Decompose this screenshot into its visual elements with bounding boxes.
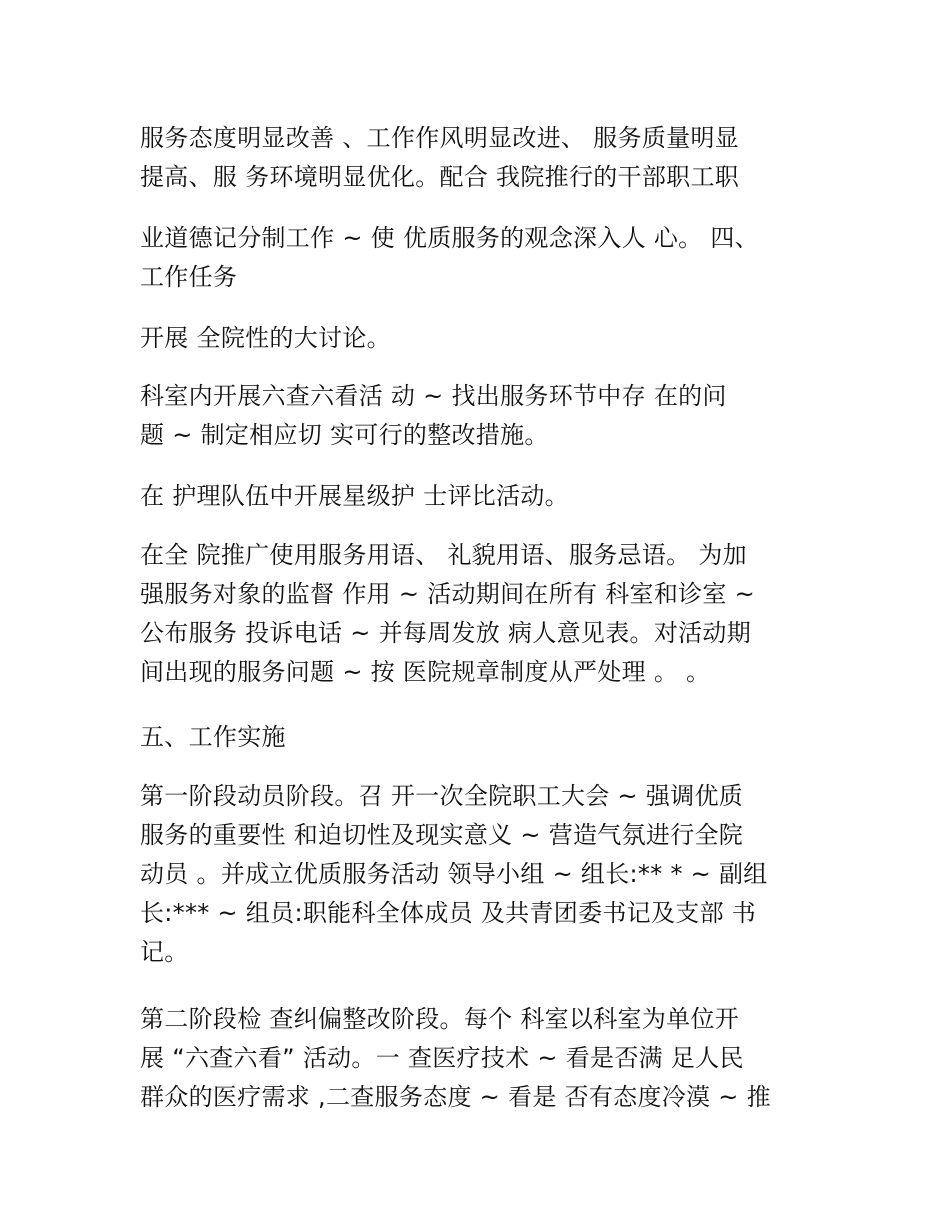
paragraph-service-improvement [140, 119, 830, 197]
text-line: 记。 [140, 938, 189, 966]
text-line: 五、工作实施 [140, 723, 286, 751]
paragraph-six-checks [140, 377, 830, 455]
paragraph-phase-one [140, 777, 830, 972]
text-line: 长:*** ~ 组员:职能科全体成员 及共青团委书记及支部 书 [140, 899, 757, 927]
section-heading-implementation [140, 718, 830, 757]
text-line: 强服务对象的监督 作用 ~ 活动期间在所有 科室和诊室 ~ [140, 580, 756, 608]
paragraph-discussion [140, 319, 830, 358]
text-line: 科室内开展六查六看活 动 ~ 找出服务环节中存 在的问 [140, 382, 727, 410]
text-line: 提高、服 务环境明显优化。配合 我院推行的干部职工职 [140, 163, 740, 191]
text-line: 业道德记分制工作 ~ 使 优质服务的观念深入人 心。 四、 [140, 224, 759, 252]
text-line: 群众的医疗需求 ,二查服务态度 ~ 看是 否有态度冷漠 ~ 推 [140, 1083, 771, 1111]
text-line: 动员 。并成立优质服务活动 领导小组 ~ 组长:** * ~ 副组 [140, 860, 768, 888]
text-line: 服务的重要性 和迫切性及现实意义 ~ 营造气氛进行全院 [140, 821, 744, 849]
text-line: 开展 全院性的大讨论。 [140, 324, 391, 352]
paragraph-service-language [140, 536, 830, 692]
paragraph-ethics-scoring [140, 219, 830, 297]
text-line: 题 ~ 制定相应切 实可行的整改措施。 [140, 421, 549, 449]
text-line: 公布服务 投诉电话 ~ 并每周发放 病人意见表。对活动期 [140, 619, 752, 647]
text-line: 在全 院推广使用服务用语、 礼貌用语、服务忌语。 为加 [140, 541, 747, 569]
text-line: 服务态度明显改善 、工作作风明显改进、 服务质量明显 [140, 124, 740, 152]
text-line: 展 “六查六看” 活动。一 查医疗技术 ~ 看是否满 足人民 [140, 1044, 744, 1072]
text-line: 间出现的服务问题 ~ 按 医院规章制度从严处理 。 。 [140, 658, 711, 686]
text-line: 工作任务 [140, 263, 238, 291]
text-line: 第二阶段检 查纠偏整改阶段。每个 科室以科室为单位开 [140, 1005, 740, 1033]
text-line: 第一阶段动员阶段。召 开一次全院职工大会 ~ 强调优质 [140, 782, 744, 810]
text-line: 在 护理队伍中开展星级护 士评比活动。 [140, 482, 569, 510]
paragraph-phase-two [140, 1000, 830, 1117]
paragraph-star-nurse [140, 477, 830, 516]
